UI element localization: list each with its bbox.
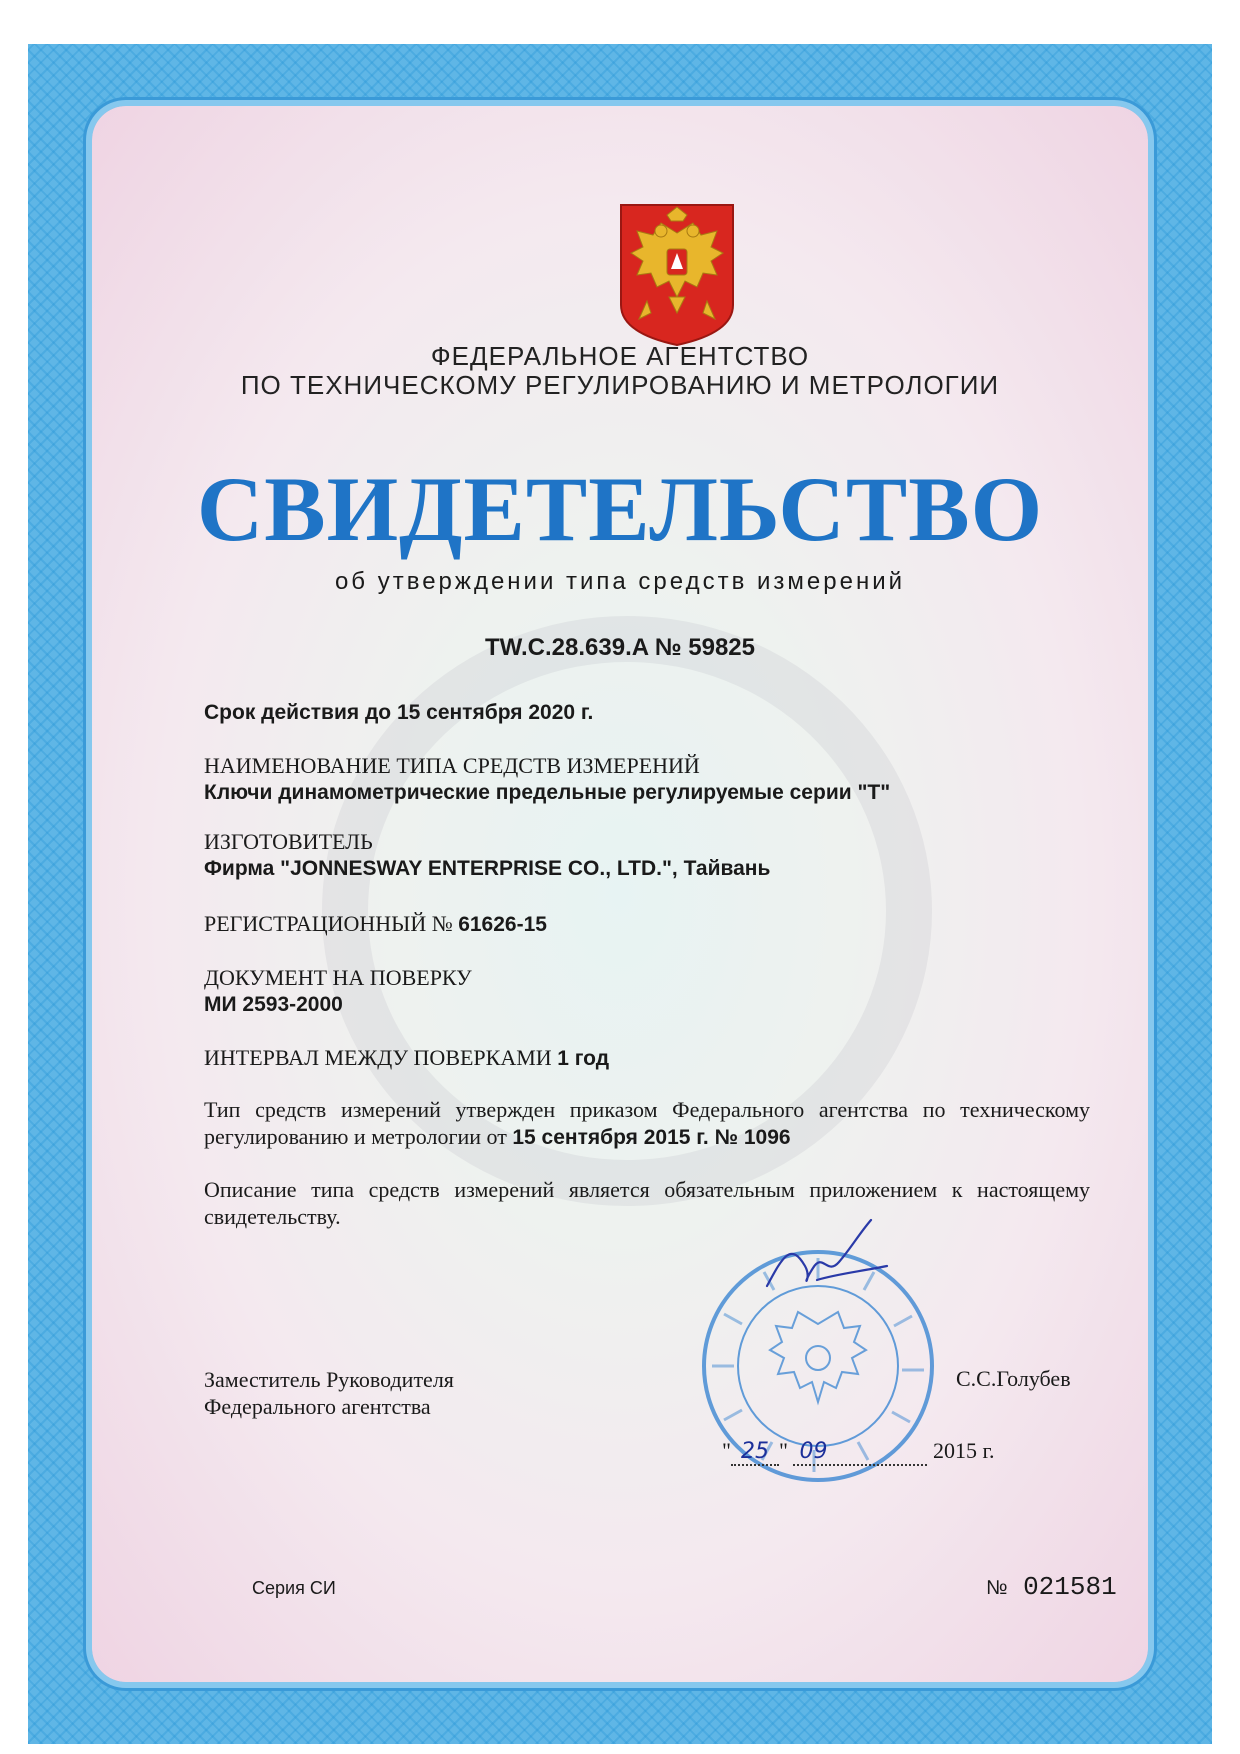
verification-doc-value: МИ 2593-2000 xyxy=(204,993,343,1016)
form-number: 021581 xyxy=(1023,1572,1117,1602)
description-text: Описание типа средств измерений является обязательным приложением к настоящему свидетельству. xyxy=(204,1177,1090,1229)
agency-line-1: ФЕДЕРАЛЬНОЕ АГЕНТСТВО xyxy=(430,341,810,371)
certificate-sheet xyxy=(92,106,1148,1682)
approval-text-main: Тип средств измерений утвержден приказом Федерального агентства по техническому регулированию и метрологии от xyxy=(204,1097,1090,1149)
approval-text xyxy=(204,1096,1090,1151)
signatory-name: С.С.Голубев xyxy=(956,1366,1071,1391)
registration-value: 61626-15 xyxy=(458,913,547,936)
type-name-label: НАИМЕНОВАНИЕ ТИПА СРЕДСТВ ИЗМЕРЕНИЙ xyxy=(204,753,700,778)
date-quote-close: " xyxy=(778,1438,788,1463)
approval-order: 15 сентября 2015 г. № 1096 xyxy=(512,1126,791,1149)
certificate-border xyxy=(28,44,1212,1744)
coat-of-arms-icon xyxy=(617,201,737,349)
form-number-sign: № xyxy=(986,1577,1008,1599)
signature xyxy=(747,1216,907,1306)
verification-doc-label: ДОКУМЕНТ НА ПОВЕРКУ xyxy=(204,965,472,990)
interval-value: 1 год xyxy=(557,1047,610,1070)
certificate-number: TW.C.28.639.A № 59825 xyxy=(485,634,755,661)
signatory-position-2: Федерального агентства xyxy=(204,1394,431,1419)
registration-label: РЕГИСТРАЦИОННЫЙ № xyxy=(204,911,453,936)
validity-date: Срок действия до 15 сентября 2020 г. xyxy=(204,701,594,724)
interval-label: ИНТЕРВАЛ МЕЖДУ ПОВЕРКАМИ xyxy=(204,1045,552,1070)
interval-line xyxy=(204,1044,1084,1072)
type-name-value: Ключи динамометрические предельные регулируемые серии "T" xyxy=(204,781,891,804)
date-month: 09 xyxy=(793,1439,927,1466)
form-number-line xyxy=(986,1572,1117,1602)
manufacturer-label: ИЗГОТОВИТЕЛЬ xyxy=(204,829,373,854)
signatory-position-1: Заместитель Руководителя xyxy=(204,1367,454,1392)
date-year: 2015 г. xyxy=(932,1438,995,1463)
signing-date xyxy=(722,1438,995,1466)
date-quote-open: " xyxy=(722,1438,731,1463)
document-subtitle: об утверждении типа средств измерений xyxy=(334,568,906,595)
document-title: СВИДЕТЕЛЬСТВО xyxy=(196,458,1044,560)
registration-line xyxy=(204,910,1084,938)
manufacturer-value: Фирма "JONNESWAY ENTERPRISE CO., LTD.", Тайвань xyxy=(204,857,771,880)
form-series: Серия СИ xyxy=(252,1578,336,1598)
date-day: 25 xyxy=(731,1439,779,1466)
agency-line-2: ПО ТЕХНИЧЕСКОМУ РЕГУЛИРОВАНИЮ И МЕТРОЛОГИИ xyxy=(240,370,1000,400)
